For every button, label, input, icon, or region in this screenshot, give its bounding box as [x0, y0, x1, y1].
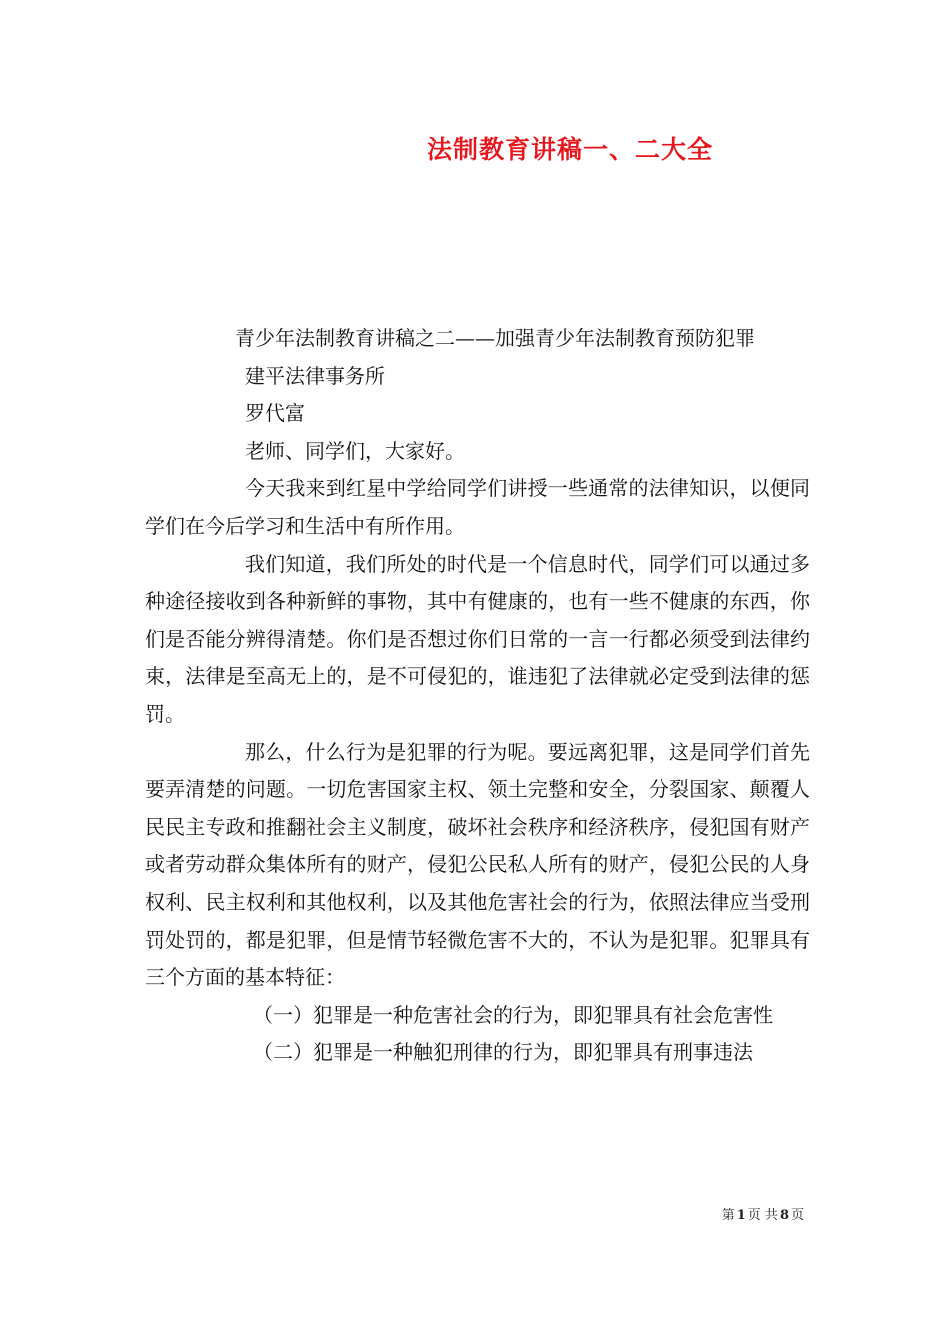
footer-middle: 页 共: [747, 1208, 778, 1223]
footer-total-pages: 8: [779, 1208, 789, 1223]
paragraph-crime-definition: 那么，什么行为是犯罪的行为呢。要远离犯罪，这是同学们首先要弄清楚的问题。一切危害国家主权、领土完整和安全，分裂国家、颠覆人民民主专政和推翻社会主义制度，破坏社会秩序和经济秩序，侵犯国有财产或者劳动群众集体所有的财产，侵犯公民私人所有的财产，侵犯公民的人身权利、民主权利和其他权利，以及其他危害社会的行为，依照法律应当受刑罚处罚的，都是犯罪，但是情节轻微危害不大的，不认为是犯罪。犯罪具有三个方面的基本特征：: [145, 739, 810, 990]
page-number-footer: [721, 1204, 805, 1223]
paragraph-feature-one: （一）犯罪是一种危害社会的行为，即犯罪具有社会危害性: [253, 1002, 773, 1027]
paragraph-organization: 建平法律事务所: [245, 363, 385, 388]
footer-current-page: 1: [736, 1208, 746, 1223]
paragraph-feature-two: （二）犯罪是一种触犯刑律的行为，即犯罪具有刑事违法: [253, 1040, 753, 1065]
paragraph-greeting: 老师、同学们，大家好。: [245, 438, 465, 463]
document-title: 法制教育讲稿一、二大全: [426, 135, 713, 164]
document-body: [145, 320, 810, 1072]
footer-suffix: 页: [790, 1208, 804, 1223]
paragraph-intro: 今天我来到红星中学给同学们讲授一些通常的法律知识，以便同学们在今后学习和生活中有所作用。: [145, 476, 810, 538]
paragraph-information-age: 我们知道，我们所处的时代是一个信息时代，同学们可以通过多种途径接收到各种新鲜的事物，其中有健康的，也有一些不健康的东西，你们是否能分辨得清楚。你们是否想过你们日常的一言一行都必须受到法律约束，法律是至高无上的，是不可侵犯的，谁违犯了法律就必定受到法律的惩罚。: [145, 551, 810, 726]
footer-prefix: 第: [721, 1208, 735, 1223]
paragraph-subtitle: 青少年法制教育讲稿之二——加强青少年法制教育预防犯罪: [235, 326, 755, 350]
paragraph-author: 罗代富: [245, 401, 305, 426]
